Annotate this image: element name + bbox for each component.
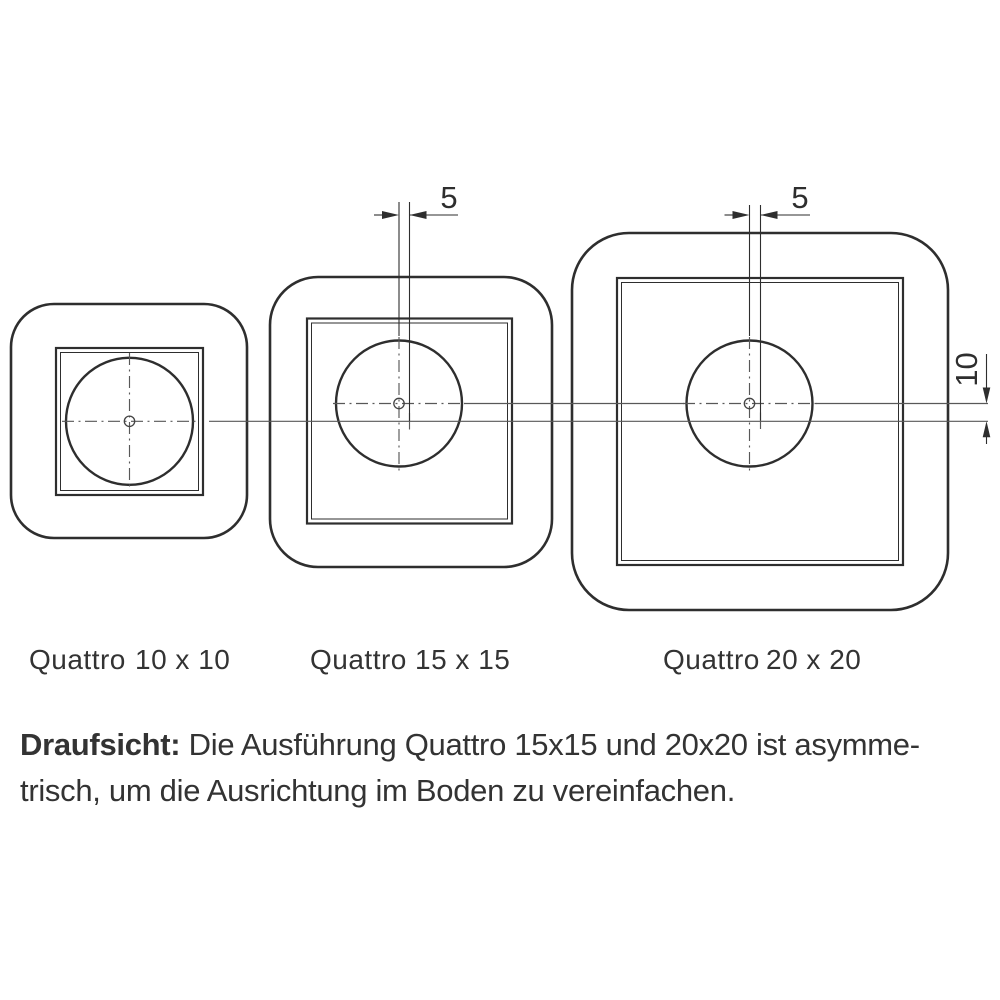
label-quattro-15x15-size: 15 x 15 xyxy=(415,644,511,675)
dim-label-5-mid: 5 xyxy=(440,180,458,215)
dim-label-5-right: 5 xyxy=(791,180,809,215)
figure-labels xyxy=(29,644,861,675)
label-quattro-10x10-name: Quattro xyxy=(29,644,126,675)
caption-line-2: trisch, um die Ausrichtung im Boden zu vereinfachen. xyxy=(20,773,736,808)
dimension-10-right xyxy=(949,352,990,444)
label-quattro-20x20-size: 20 x 20 xyxy=(766,644,862,675)
arrowhead-down-icon xyxy=(983,388,991,404)
label-quattro-10x10-size: 10 x 10 xyxy=(135,644,231,675)
arrowhead-right-icon xyxy=(382,211,399,219)
arrowhead-left-icon xyxy=(761,211,778,219)
arrowhead-left-icon xyxy=(410,211,427,219)
caption-lead: Draufsicht: xyxy=(20,727,181,762)
dim-label-10-right: 10 xyxy=(949,352,984,387)
caption xyxy=(20,722,992,814)
label-quattro-15x15-name: Quattro xyxy=(310,644,407,675)
arrowhead-up-icon xyxy=(983,421,991,437)
figure-quattro-15x15 xyxy=(270,277,552,567)
caption-line-1-rest: Die Ausführung Quattro 15x15 und 20x20 ist asymme- xyxy=(180,727,920,762)
caption-line-1 xyxy=(20,722,992,768)
drain-circle-20x20 xyxy=(687,341,813,467)
arrowhead-right-icon xyxy=(733,211,750,219)
label-quattro-20x20-name: Quattro xyxy=(663,644,760,675)
